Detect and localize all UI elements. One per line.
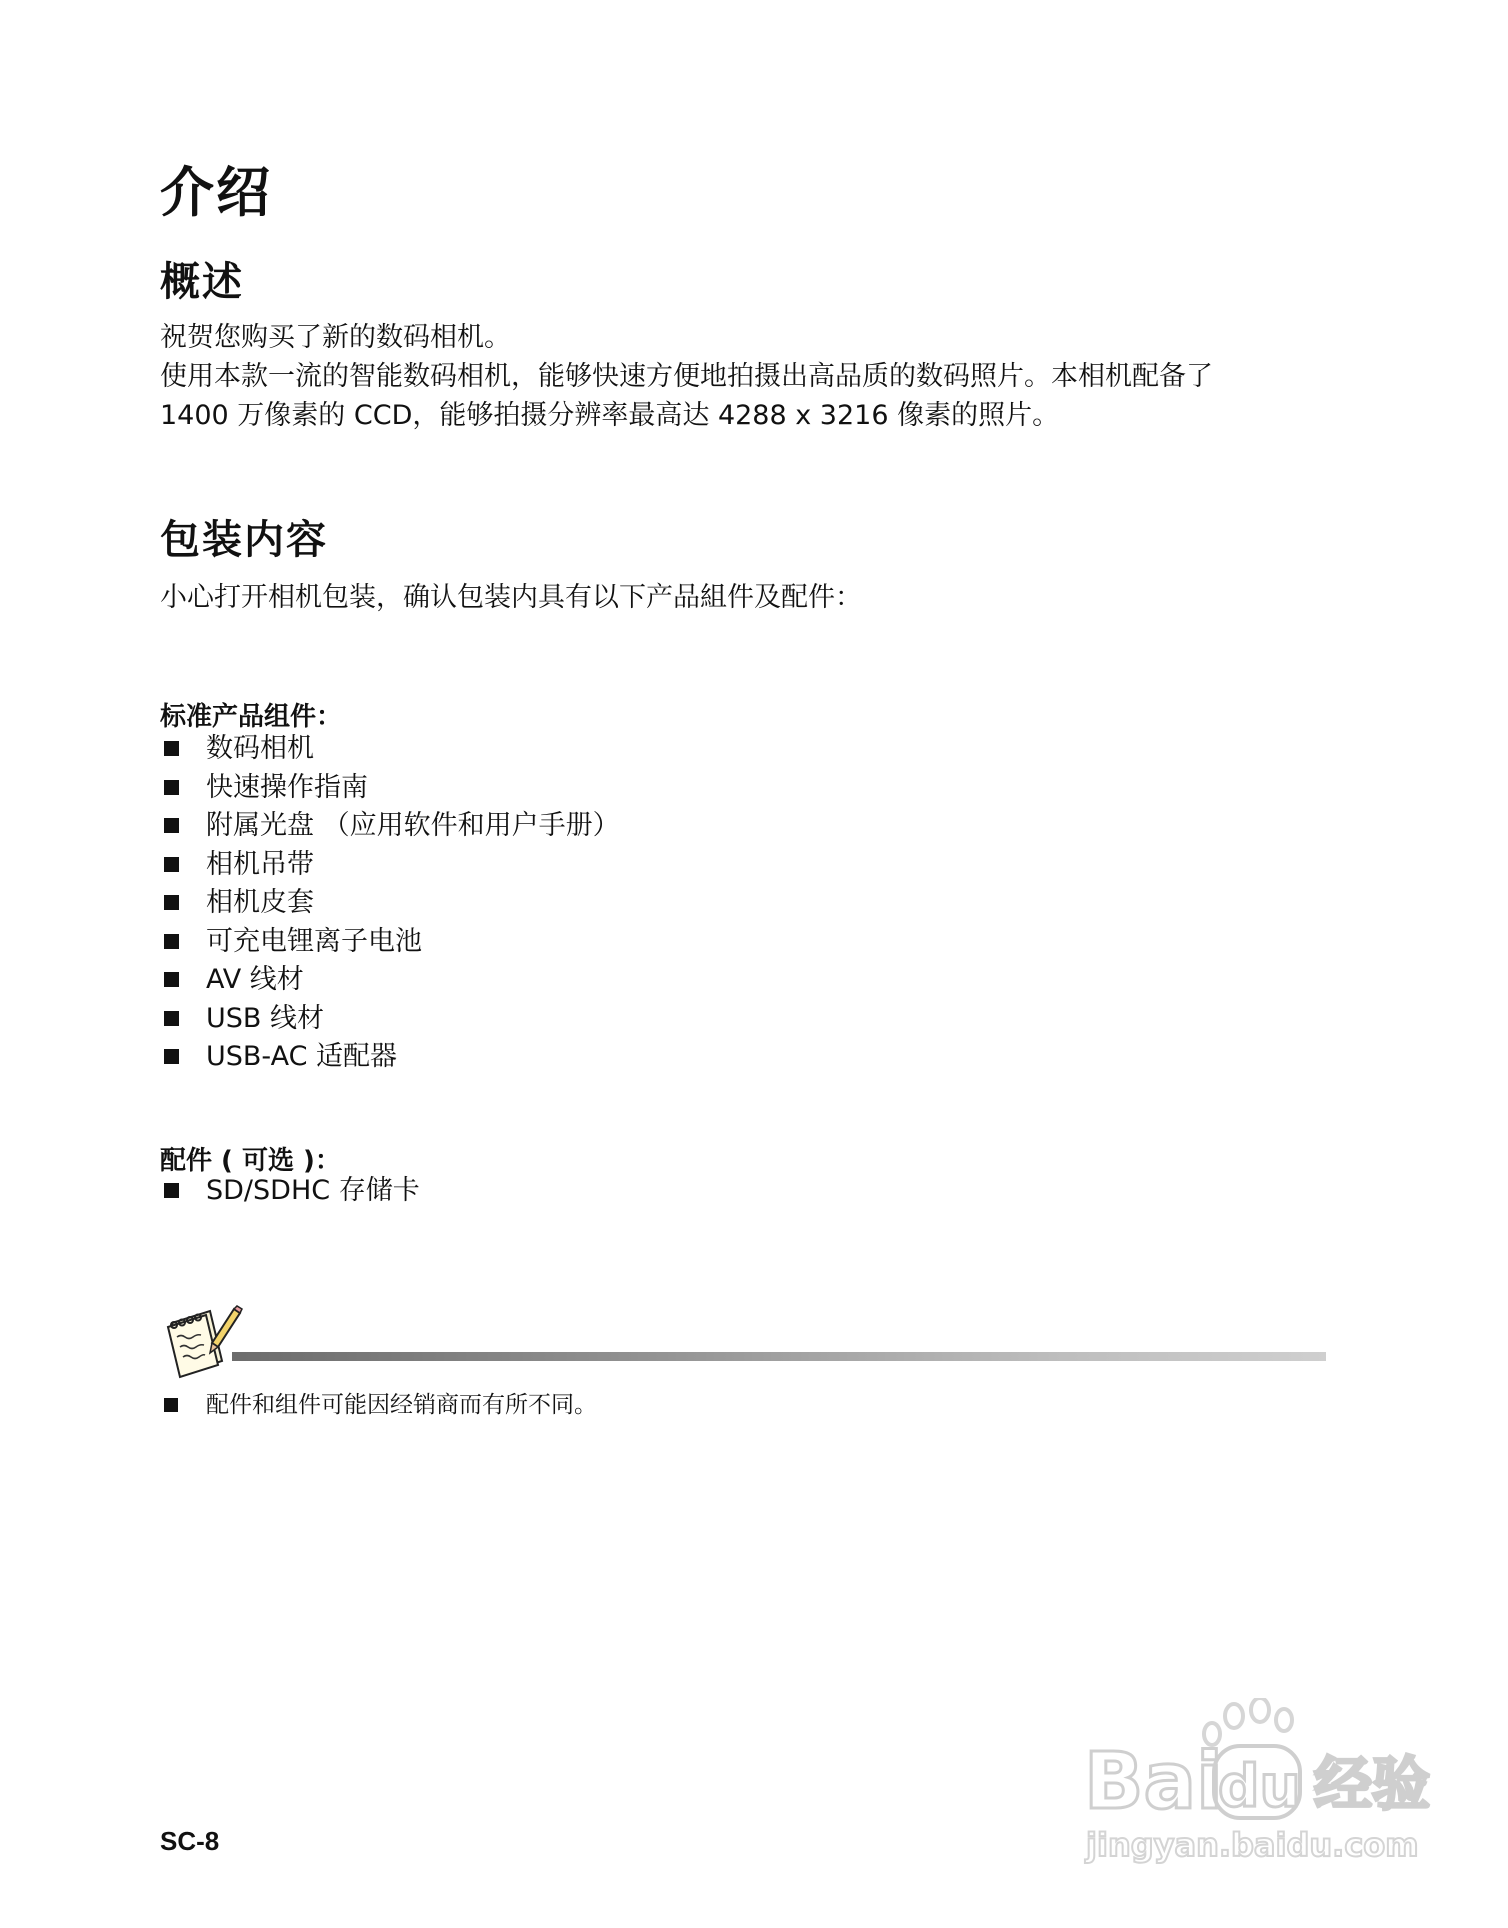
optional-accessories-heading: 配件 ( 可选 )：	[160, 1146, 341, 1176]
svg-text:jingyan.baidu.com: jingyan.baidu.com	[1086, 1826, 1419, 1864]
notepad-pencil-icon	[164, 1303, 244, 1381]
svg-text:du: du	[1218, 1752, 1301, 1820]
package-intro: 小心打开相机包装，确认包装内具有以下产品組件及配件：	[160, 582, 862, 613]
bullet-square-icon	[164, 780, 179, 795]
list-item: 快速操作指南	[160, 769, 620, 808]
list-item: SD/SDHC 存储卡	[160, 1172, 420, 1211]
bullet-square-icon	[164, 934, 179, 949]
bullet-square-icon	[164, 1183, 179, 1198]
list-item: 附属光盘 （应用软件和用户手册）	[160, 807, 620, 846]
svg-text:Bai: Bai	[1084, 1737, 1223, 1827]
bullet-square-icon	[164, 741, 179, 756]
standard-components-heading: 标准产品组件：	[160, 702, 343, 732]
optional-accessories-list	[160, 1172, 420, 1211]
overview-line-3: 1400 万像素的 CCD，能够拍摄分辨率最高达 4288 x 3216 像素的照片。	[160, 400, 1060, 431]
overview-line-2: 使用本款一流的智能数码相机，能够快速方便地拍摄出高品质的数码照片。本相机配备了	[160, 361, 1213, 392]
svg-text:经验: 经验	[1314, 1750, 1431, 1818]
overview-text	[160, 318, 1340, 435]
overview-heading: 概述	[160, 259, 244, 305]
overview-line-1: 祝贺您购买了新的数码相机。	[160, 322, 511, 353]
note-divider	[232, 1352, 1326, 1361]
list-item: AV 线材	[160, 961, 620, 1000]
list-item: 数码相机	[160, 730, 620, 769]
list-item: 相机皮套	[160, 884, 620, 923]
baidu-jingyan-watermark-logo	[1078, 1698, 1438, 1868]
bullet-square-icon	[164, 972, 179, 987]
list-item: USB 线材	[160, 1000, 620, 1039]
page-title: 介绍	[160, 161, 272, 224]
page-number: SC-8	[160, 1826, 220, 1856]
package-heading: 包装内容	[160, 517, 328, 563]
list-item: USB-AC 适配器	[160, 1038, 620, 1077]
bullet-square-icon	[164, 1049, 179, 1064]
bullet-square-icon	[164, 857, 179, 872]
standard-components-list	[160, 730, 620, 1077]
bullet-square-icon	[164, 818, 179, 833]
bullet-square-icon	[164, 895, 179, 910]
list-item: 可充电锂离子电池	[160, 923, 620, 962]
note-text: 配件和组件可能因经销商而有所不同。	[160, 1390, 597, 1420]
bullet-square-icon	[164, 1398, 178, 1412]
list-item: 相机吊带	[160, 846, 620, 885]
bullet-square-icon	[164, 1011, 179, 1026]
